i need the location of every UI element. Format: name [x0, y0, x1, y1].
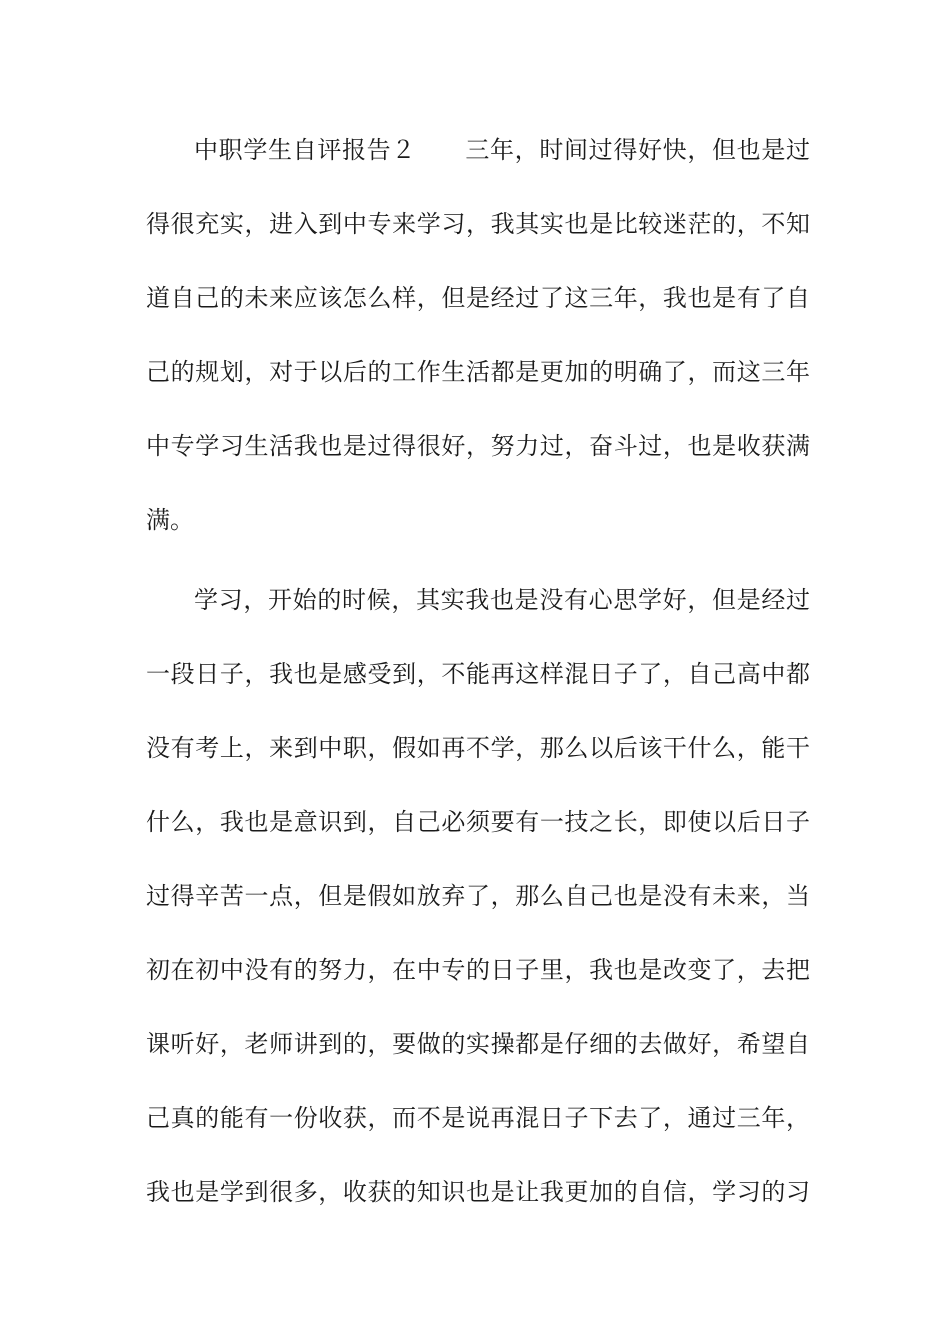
text-line: 过得辛苦一点，但是假如放弃了，那么自己也是没有未来，当 [146, 882, 810, 910]
text-line: 学习，开始的时候，其实我也是没有心思学好，但是经过 [194, 586, 810, 614]
text-line: 初在初中没有的努力，在中专的日子里，我也是改变了，去把 [146, 956, 810, 984]
text-line: 中专学习生活我也是过得很好，努力过，奋斗过，也是收获满 [146, 432, 810, 460]
text-line: 得很充实，进入到中专来学习，我其实也是比较迷茫的，不知 [146, 210, 810, 238]
text-line: 满。 [146, 506, 194, 534]
text-line: 中职学生自评报告２ 三年，时间过得好快，但也是过 [194, 136, 810, 164]
text-line: 没有考上，来到中职，假如再不学，那么以后该干什么，能干 [146, 734, 810, 762]
text-line: 己的规划，对于以后的工作生活都是更加的明确了，而这三年 [146, 358, 810, 386]
text-line: 道自己的未来应该怎么样，但是经过了这三年，我也是有了自 [146, 284, 810, 312]
text-line: 什么，我也是意识到，自己必须要有一技之长，即使以后日子 [146, 808, 810, 836]
text-line: 我也是学到很多，收获的知识也是让我更加的自信，学习的习 [146, 1178, 810, 1206]
text-line: 课听好，老师讲到的，要做的实操都是仔细的去做好，希望自 [146, 1030, 810, 1058]
text-line: 一段日子，我也是感受到，不能再这样混日子了，自己高中都 [146, 660, 810, 688]
text-line: 己真的能有一份收获，而不是说再混日子下去了，通过三年， [146, 1104, 810, 1132]
